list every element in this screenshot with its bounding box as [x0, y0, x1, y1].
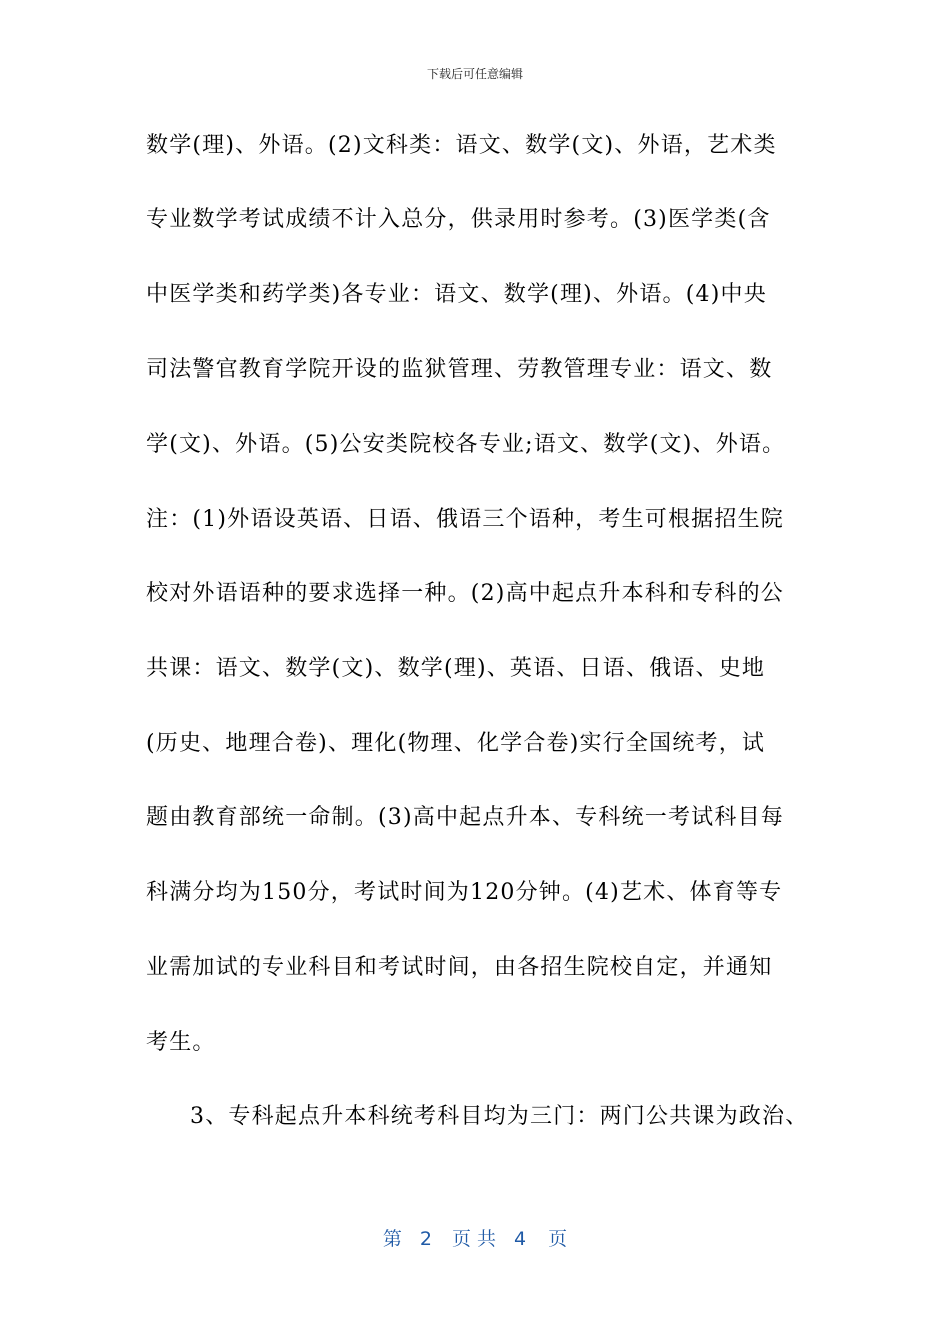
- footer-prefix: 第: [382, 1228, 402, 1250]
- footer-total-label: 共: [477, 1228, 497, 1250]
- header-text: 下载后可任意编辑: [426, 67, 523, 81]
- footer-current-page: 2: [419, 1228, 432, 1250]
- footer-middle: 页: [451, 1228, 471, 1250]
- text-line: 业需加试的专业科目和考试时间，由各招生院校自定，并通知: [146, 955, 773, 980]
- text-line: 校对外语语种的要求选择一种。(2)高中起点升本科和专科的公: [146, 581, 784, 606]
- text-line-indented: 3、专科起点升本科统考科目均为三门：两门公共课为政治、: [190, 1104, 809, 1129]
- text-line: 学(文)、外语。(5)公安类院校各专业;语文、数学(文)、外语。: [146, 432, 786, 457]
- text-line: (历史、地理合卷)、理化(物理、化学合卷)实行全国统考，试: [146, 731, 766, 756]
- text-line: 司法警官教育学院开设的监狱管理、劳教管理专业：语文、数: [146, 357, 773, 382]
- text-line: 共课：语文、数学(文)、数学(理)、英语、日语、俄语、史地: [146, 656, 766, 681]
- text-line: 专业数学考试成绩不计入总分，供录用时参考。(3)医学类(含: [146, 207, 771, 232]
- page-footer: [0, 1226, 950, 1252]
- page-header: [0, 66, 950, 82]
- text-line: 中医学类和药学类)各专业：语文、数学(理)、外语。(4)中央: [146, 282, 767, 307]
- footer-total-pages: 4: [514, 1228, 527, 1250]
- footer-suffix: 页: [548, 1228, 568, 1250]
- text-line: 考生。: [146, 1030, 216, 1055]
- text-line: 题由教育部统一命制。(3)高中起点升本、专科统一考试科目每: [146, 805, 784, 830]
- text-line: 科满分均为150分，考试时间为120分钟。(4)艺术、体育等专: [146, 880, 783, 905]
- text-line: 注：(1)外语设英语、日语、俄语三个语种，考生可根据招生院: [146, 507, 784, 532]
- text-line: 数学(理)、外语。(2)文科类：语文、数学(文)、外语，艺术类: [146, 133, 777, 158]
